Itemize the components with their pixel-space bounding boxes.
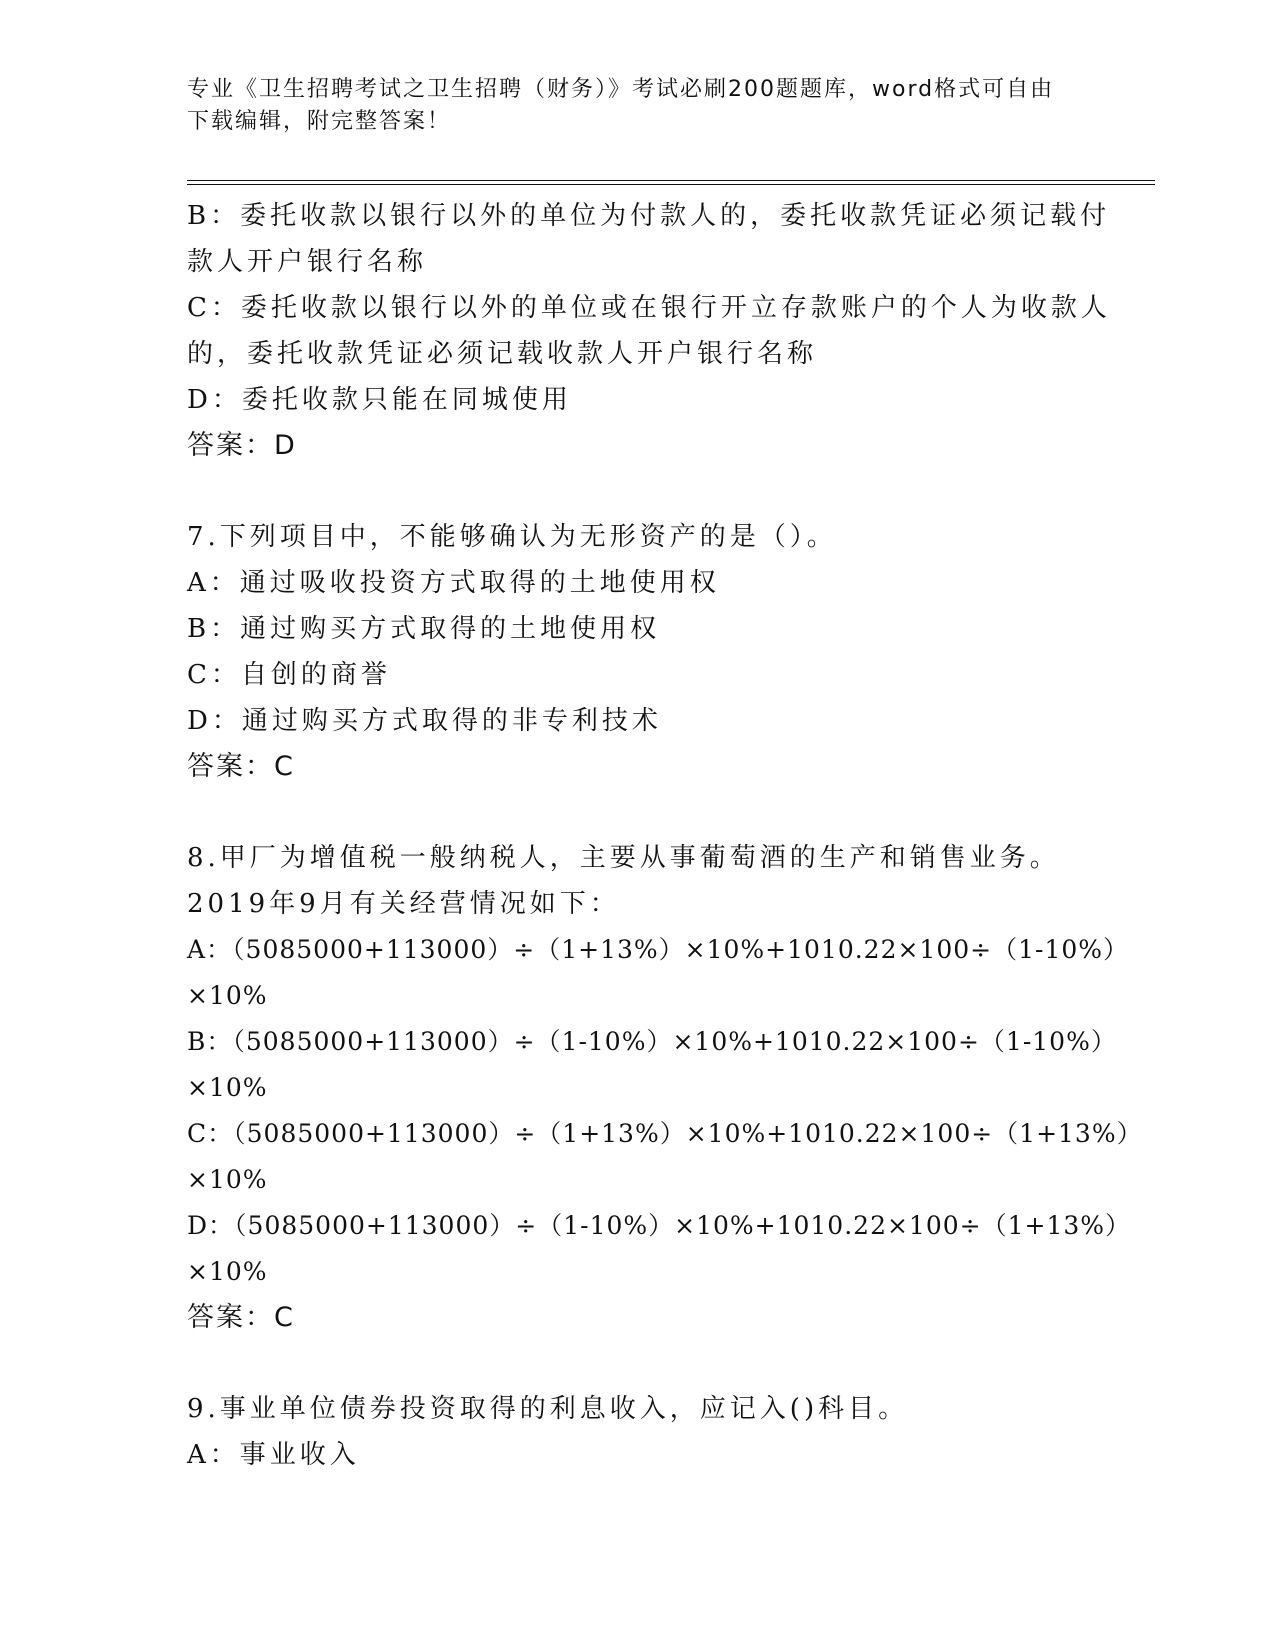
option-b-line1: B：委托收款以银行以外的单位为付款人的，委托收款凭证必须记载付 xyxy=(187,201,1111,231)
header-rule-bottom xyxy=(187,184,1155,185)
option-d-line1: D：（5085000+113000）÷（1-10%）×10%+1010.22×100÷（1+13%） xyxy=(187,1211,1132,1240)
answer: 答案：C xyxy=(187,1302,295,1333)
answer: 答案：D xyxy=(187,430,297,461)
option-a: A：通过吸收投资方式取得的土地使用权 xyxy=(187,568,720,598)
option-c-line1: C：委托收款以银行以外的单位或在银行开立存款账户的个人为收款人 xyxy=(187,293,1111,323)
question-6-tail xyxy=(187,193,1111,469)
question-7 xyxy=(187,514,1087,790)
question-stem: 7.下列项目中，不能够确认为无形资产的是（）。 xyxy=(187,522,837,552)
header-rule-top xyxy=(187,180,1155,181)
question-stem-line1: 8.甲厂为增值税一般纳税人，主要从事葡萄酒的生产和销售业务。 xyxy=(187,843,1060,873)
option-d: D：通过购买方式取得的非专利技术 xyxy=(187,706,662,736)
answer: 答案：C xyxy=(187,751,295,782)
option-b-line2: ×10% xyxy=(187,1073,268,1102)
option-a-line2: ×10% xyxy=(187,981,268,1010)
option-c-line1: C：（5085000+113000）÷（1+13%）×10%+1010.22×100÷（1+13%） xyxy=(187,1119,1143,1148)
option-a: A：事业收入 xyxy=(187,1440,360,1470)
option-a-line1: A：（5085000+113000）÷（1+13%）×10%+1010.22×100÷（1-10%） xyxy=(187,935,1130,964)
question-stem: 9.事业单位债券投资取得的利息收入，应记入()科目。 xyxy=(187,1394,909,1424)
question-content xyxy=(187,193,1143,1478)
option-b-line1: B：（5085000+113000）÷（1-10%）×10%+1010.22×100÷（1-10%） xyxy=(187,1027,1117,1056)
option-c-line2: 的，委托收款凭证必须记载收款人开户银行名称 xyxy=(187,339,818,369)
option-d: D：委托收款只能在同城使用 xyxy=(187,385,572,415)
question-8 xyxy=(187,835,1143,1341)
document-header: 专业《卫生招聘考试之卫生招聘（财务）》考试必刷200题题库，word格式可自由下载编辑，附完整答案！ xyxy=(187,77,1055,134)
option-c-line2: ×10% xyxy=(187,1165,268,1194)
option-b: B：通过购买方式取得的土地使用权 xyxy=(187,614,661,644)
option-d-line2: ×10% xyxy=(187,1257,268,1286)
option-c: C：自创的商誉 xyxy=(187,660,391,690)
question-9 xyxy=(187,1386,1087,1478)
option-b-line2: 款人开户银行名称 xyxy=(187,247,428,277)
question-stem-line2: 2019年9月有关经营情况如下： xyxy=(187,889,620,919)
